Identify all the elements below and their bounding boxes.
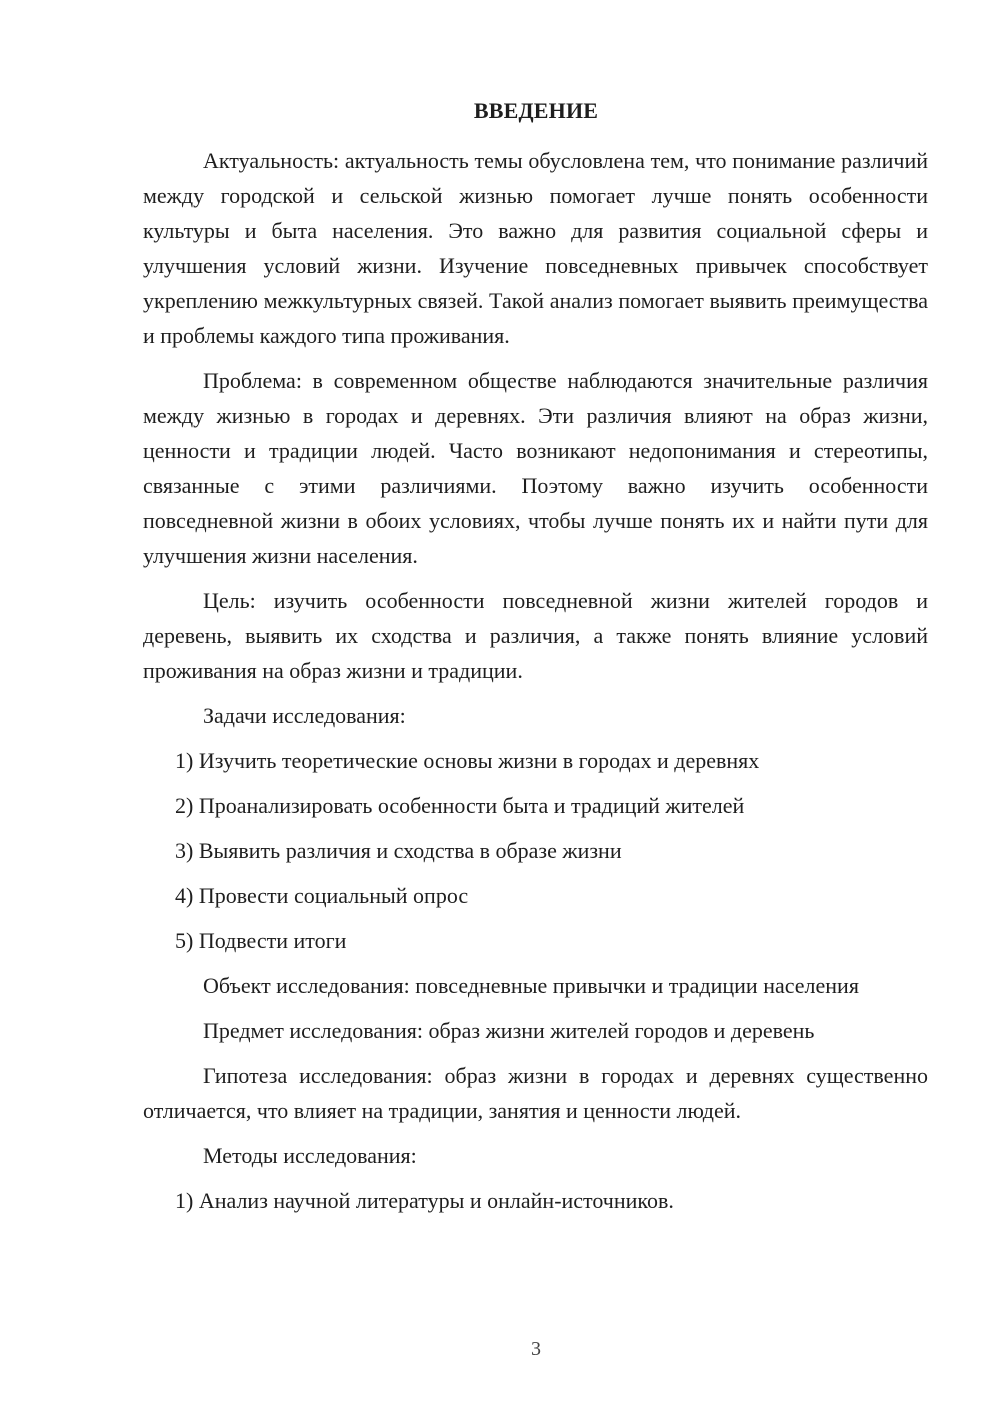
- problem-paragraph: Проблема: в современном обществе наблюдаются значительные различия между жизнью в городах и деревнях. Эти различия влияют на образ жизни, ценности и традиции людей. Часто возникают недопонимания и стереотипы, связанные с этими различиями. Поэтому важно изучить особенности повседневной жизни в обоих условиях, чтобы лучше понять их и найти пути для улучшения жизни населения.: [143, 368, 928, 568]
- method-item-1: 1) Анализ научной литературы и онлайн-источников.: [175, 1188, 674, 1213]
- task-item-4: 4) Провести социальный опрос: [175, 883, 469, 908]
- document-body: [143, 143, 928, 1228]
- subject-paragraph: Предмет исследования: образ жизни жителей городов и деревень: [203, 1018, 815, 1043]
- tasks-heading: Задачи исследования:: [203, 703, 406, 728]
- task-item-1: 1) Изучить теоретические основы жизни в городах и деревнях: [175, 748, 760, 773]
- task-item-2: 2) Проанализировать особенности быта и традиций жителей: [175, 793, 745, 818]
- page-number: 3: [531, 1338, 541, 1360]
- methods-heading: Методы исследования:: [203, 1143, 417, 1168]
- object-paragraph: Объект исследования: повседневные привычки и традиции населения: [203, 973, 859, 998]
- hypothesis-paragraph: Гипотеза исследования: образ жизни в городах и деревнях существенно отличается, что влияет на традиции, занятия и ценности людей.: [143, 1063, 928, 1123]
- relevance-paragraph: Актуальность: актуальность темы обусловлена тем, что понимание различий между городской и сельской жизнью помогает лучше понять особенности культуры и быта населения. Это важно для развития социальной сферы и улучшения условий жизни. Изучение повседневных привычек способствует укреплению межкультурных связей. Такой анализ помогает выявить преимущества и проблемы каждого типа проживания.: [143, 148, 928, 348]
- section-title: ВВЕДЕНИЕ: [473, 98, 599, 123]
- task-item-5: 5) Подвести итоги: [175, 928, 347, 953]
- task-item-3: 3) Выявить различия и сходства в образе жизни: [175, 838, 622, 863]
- goal-paragraph: Цель: изучить особенности повседневной жизни жителей городов и деревень, выявить их сходства и различия, а также понять влияние условий проживания на образ жизни и традиции.: [143, 588, 928, 683]
